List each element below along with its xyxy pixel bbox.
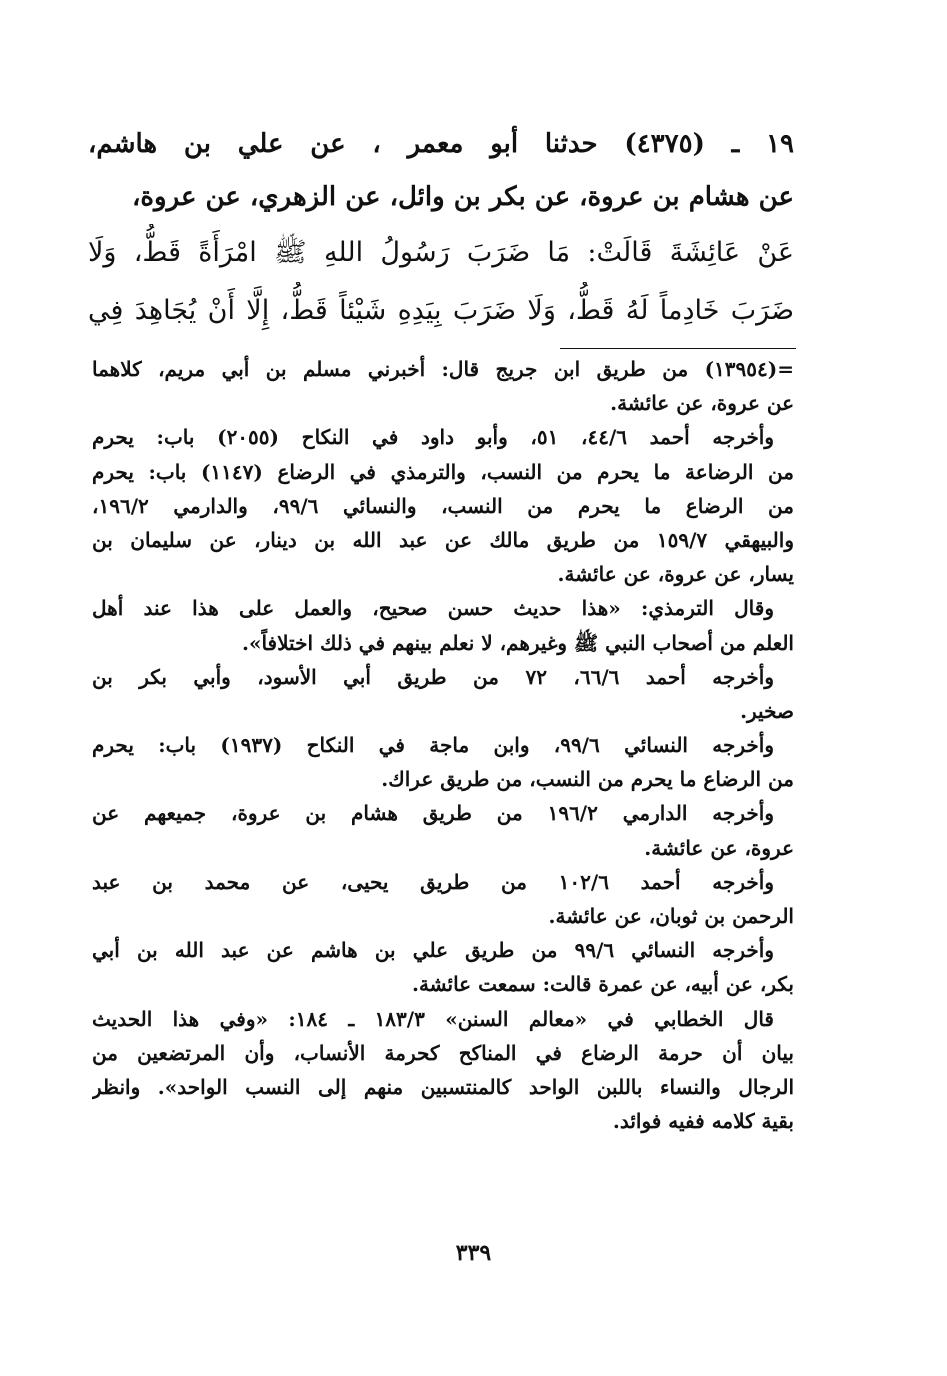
footnote-line: بقية كلامه ففيه فوائد.: [612, 1109, 794, 1134]
footnote-line: =(١٣٩٥٤) من طريق ابن جريج قال: أخبرني مسلم بن أبي مريم، كلاهما: [92, 357, 794, 381]
footnote-line: وقال الترمذي: «هذا حديث حسن صحيح، والعمل على هذا عند أهل: [92, 596, 774, 621]
footnote-line: من الرضاع ما يحرم من النسب، والنسائي ٩٩/٦، والدارمي ١٩٦/٢،: [92, 493, 794, 518]
footnote-line: الرجال والنساء باللبن الواحد كالمنتسبين منهم إلى النسب الواحد». وانظر: [92, 1074, 794, 1099]
footnotes: [92, 352, 794, 1138]
footnote-divider: [560, 348, 796, 349]
footnote-line: وأخرجه أحمد ٤٤/٦، ٥١، وأبو داود في النكاح (٢٠٥٥) باب: يحرم: [92, 425, 775, 450]
footnote-line: وأخرجه النسائي ٩٩/٦، وابن ماجة في النكاح (١٩٣٧) باب: يحرم: [92, 733, 775, 758]
footnote-line: عن عروة، عن عائشة.: [610, 391, 794, 416]
footnote-line: من الرضاع ما يحرم من النسب، من طريق عراك.: [381, 767, 794, 792]
footnote-line: قال الخطابي في «معالم السنن» ١٨٣/٣ ـ ١٨٤: «وفي هذا الحديث: [92, 1006, 774, 1031]
page-number: ٣٣٩: [455, 1240, 492, 1266]
footnote-line: بكر، عن أبيه، عن عمرة قالت: سمعت عائشة.: [411, 972, 794, 997]
footnote-line: وأخرجه أحمد ٦٦/٦، ٧٢ من طريق أبي الأسود، وأبي بكر بن: [92, 664, 774, 689]
footnote-line: صخير.: [740, 698, 794, 723]
footnote-line: الرحمن بن ثوبان، عن عائشة.: [548, 904, 794, 928]
footnote-line: بيان أن حرمة الرضاع في المناكح كحرمة الأنساب، وأن المرتضعين من: [92, 1040, 794, 1065]
hadith-number-line: ١٩ ـ (٤٣٧٥) حدثنا أبو معمر ، عن علي بن هاشم،: [88, 129, 794, 159]
footnote-line: وأخرجه النسائي ٩٩/٦ من طريق علي بن هاشم عن عبد الله بن أبي: [92, 938, 775, 963]
hadith-isnad-line: عن هشام بن عروة، عن بكر بن وائل، عن الزهري، عن عروة،: [132, 182, 794, 212]
footnote-line: عروة، عن عائشة.: [644, 835, 794, 860]
footnote-line: وأخرجه الدارمي ١٩٦/٢ من طريق هشام بن عروة، جميعهم عن: [92, 801, 774, 826]
footnote-line: العلم من أصحاب النبي ﷺ وغيرهم، لا نعلم بينهم في ذلك اختلافاً».: [242, 630, 794, 655]
footnote-line: يسار، عن عروة، عن عائشة.: [557, 562, 794, 587]
hadith-matn-line-1: عَنْ عَائِشَةَ قَالَتْ: مَا ضَرَبَ رَسُولُ اللهِ ﷺ امْرَأَةً قَطُّ، وَلَا: [88, 237, 794, 268]
footnote-line: والبيهقي ١٥٩/٧ من طريق مالك عن عبد الله بن دينار، عن سليمان بن: [92, 527, 794, 552]
footnote-line: وأخرجه أحمد ١٠٢/٦ من طريق يحيى، عن محمد بن عبد: [92, 869, 774, 894]
footnote-line: من الرضاعة ما يحرم من النسب، والترمذي في الرضاع (١١٤٧) باب: يحرم: [92, 459, 794, 484]
hadith-matn-line-2: ضَرَبَ خَادِماً لَهُ قَطُّ، وَلَا ضَرَبَ بِيَدِهِ شَيْئاً قَطُّ، إِلَّا أَنْ يُجَاهِدَ فِي: [88, 295, 794, 326]
hadith-text: [88, 118, 794, 340]
